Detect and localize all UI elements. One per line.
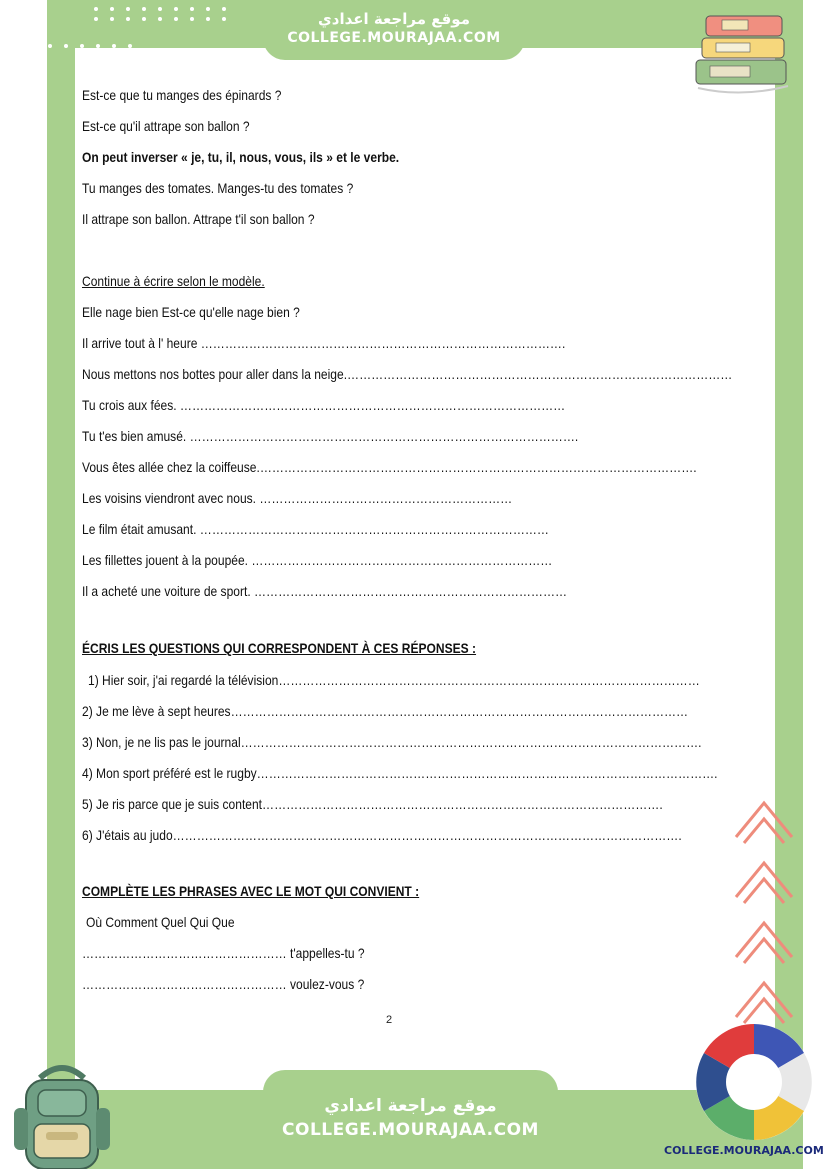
example-line: Est-ce que tu manges des épinards ?	[82, 87, 282, 103]
fill-blank-line[interactable]: …………………………………………… t'appelles-tu ?	[82, 945, 365, 961]
question-line[interactable]: 2) Je me lève à sept heures……………………………………………………………………………………………………	[82, 703, 689, 719]
exercise-line[interactable]: Les fillettes jouent à la poupée. …………………………………………………………………	[82, 552, 553, 568]
education-logo-icon	[692, 1020, 816, 1144]
footer-site-name: موقع مراجعة اعدادي	[324, 1096, 497, 1116]
header-site-name: موقع مراجعة اعدادي	[318, 10, 470, 28]
exercise-line[interactable]: Nous mettons nos bottes pour aller dans la neige.……………………………………………………………………………………	[82, 366, 733, 382]
question-line[interactable]: 3) Non, je ne lis pas le journal…………………………………………………………………………………………………….	[82, 734, 702, 750]
rule-line: On peut inverser « je, tu, il, nous, vous, ils » et le verbe.	[82, 149, 400, 165]
section-heading: ÉCRIS LES QUESTIONS QUI CORRESPONDENT À CES RÉPONSES :	[82, 640, 477, 656]
books-icon	[692, 8, 792, 94]
question-line[interactable]: 1) Hier soir, j'ai regardé la télévision……………………………………………………………………………………………	[88, 672, 700, 688]
example-line: Tu manges des tomates. Manges-tu des tomates ?	[82, 180, 354, 196]
backpack-icon	[10, 1058, 114, 1169]
footer-site-banner	[263, 1070, 558, 1169]
question-line[interactable]: 6) J'étais au judo……………………………………………………………………………………………………………….	[82, 827, 682, 843]
exercise-instruction: Continue à écrire selon le modèle.	[82, 273, 265, 289]
page-number: 2	[386, 1014, 393, 1026]
exercise-line[interactable]: Vous êtes allée chez la coiffeuse.……………………………………………………………………………………………….	[82, 459, 697, 475]
header-site-banner	[263, 0, 525, 60]
header-site-url[interactable]: COLLEGE.MOURAJAA.COM	[287, 30, 501, 46]
footer-site-url[interactable]: COLLEGE.MOURAJAA.COM	[282, 1120, 539, 1140]
section-heading: COMPLÈTE LES PHRASES AVEC LE MOT QUI CONVIENT :	[82, 883, 420, 899]
exercise-line[interactable]: Le film était amusant. ……………………………………………………………………………	[82, 521, 549, 537]
left-frame-bar	[47, 0, 75, 1169]
dot-pattern-left	[0, 44, 138, 48]
exercise-line[interactable]: Les voisins viendront avec nous. ………………………………………………………	[82, 490, 513, 506]
logo-url[interactable]: COLLEGE.MOURAJAA.COM	[664, 1144, 824, 1157]
example-line: Il attrape son ballon. Attrape t'il son ballon ?	[82, 211, 315, 227]
exercise-line[interactable]: Il a acheté une voiture de sport. ……………………………………………………………………	[82, 583, 568, 599]
fill-blank-line[interactable]: …………………………………………… voulez-vous ?	[82, 976, 365, 992]
exercise-line[interactable]: Tu t'es bien amusé. …………………………………………………………………………………….	[82, 428, 579, 444]
exercise-line[interactable]: Il arrive tout à l' heure ……………………………………………………………………………….	[82, 335, 566, 351]
question-line[interactable]: 4) Mon sport préféré est le rugby…………………………………………………………………………………………………….	[82, 765, 718, 781]
dot-pattern-top	[94, 7, 232, 21]
exercise-line[interactable]: Tu crois aux fées. ……………………………………………………………………………………	[82, 397, 566, 413]
chevron-up-icon	[734, 795, 794, 1035]
example-line: Est-ce qu'il attrape son ballon ?	[82, 118, 250, 134]
model-line: Elle nage bien Est-ce qu'elle nage bien ?	[82, 304, 300, 320]
question-line[interactable]: 5) Je ris parce que je suis content……………………………………………………………………………………….	[82, 796, 663, 812]
word-bank: Où Comment Quel Qui Que	[86, 914, 235, 930]
